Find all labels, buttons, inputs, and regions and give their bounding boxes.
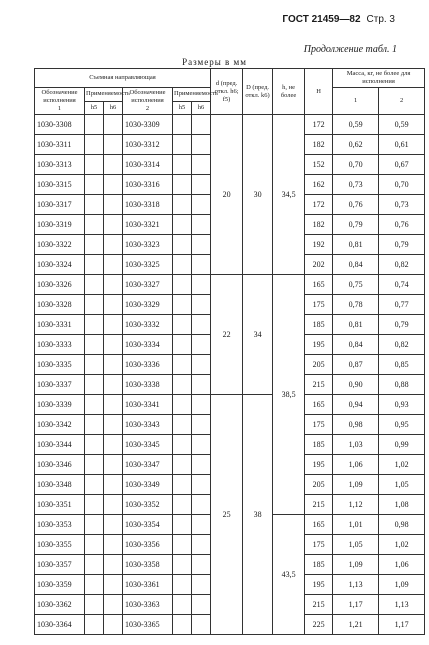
- table-body: [35, 115, 425, 635]
- applicability-h6-cell: [104, 615, 123, 635]
- table-row: [35, 395, 425, 415]
- mass-1-value: 0,73: [333, 175, 379, 195]
- H-value: 185: [305, 315, 333, 335]
- mass-2-header: 2: [379, 88, 425, 115]
- designation-2-cell: 1030-3323: [123, 235, 173, 255]
- applicability-h5-cell: [85, 535, 104, 555]
- d-value: 25: [211, 395, 243, 635]
- applicability-h5-cell-2: [173, 375, 192, 395]
- applicability-h6-cell: [104, 435, 123, 455]
- designation-1-cell: 1030-3335: [35, 355, 85, 375]
- mass-1-value: 0,84: [333, 255, 379, 275]
- designation-2-cell: 1030-3325: [123, 255, 173, 275]
- applicability-h5-cell: [85, 275, 104, 295]
- mass-2-value: 0,70: [379, 175, 425, 195]
- applicability-h6-cell-2: [192, 375, 211, 395]
- mass-1-header: 1: [333, 88, 379, 115]
- applicability-h5-cell: [85, 415, 104, 435]
- removable-guide-header: Съемная направляющая: [35, 69, 211, 88]
- designation-1-cell: 1030-3344: [35, 435, 85, 455]
- H-value: 205: [305, 475, 333, 495]
- applicability-h6-cell: [104, 535, 123, 555]
- designation-1-cell: 1030-3319: [35, 215, 85, 235]
- mass-1-value: 0,98: [333, 415, 379, 435]
- designation-1-cell: 1030-3313: [35, 155, 85, 175]
- mass-1-value: 0,76: [333, 195, 379, 215]
- applicability-h6-cell-2: [192, 115, 211, 135]
- applicability-h5-cell: [85, 295, 104, 315]
- H-value: 185: [305, 555, 333, 575]
- mass-1-value: 0,78: [333, 295, 379, 315]
- designation-2-cell: 1030-3352: [123, 495, 173, 515]
- designation-1-cell: 1030-3359: [35, 575, 85, 595]
- applicability-h6-cell: [104, 255, 123, 275]
- applicability-h6-cell-2: [192, 135, 211, 155]
- H-value: 205: [305, 355, 333, 375]
- mass-2-value: 1,17: [379, 615, 425, 635]
- applicability-h6-cell-2: [192, 595, 211, 615]
- H-value: 182: [305, 215, 333, 235]
- mass-1-value: 0,81: [333, 315, 379, 335]
- designation-2-cell: 1030-3327: [123, 275, 173, 295]
- mass-1-value: 0,70: [333, 155, 379, 175]
- applicability-h5-cell-2: [173, 455, 192, 475]
- applicability-h5-cell-2: [173, 275, 192, 295]
- h-value: 34,5: [273, 115, 305, 275]
- mass-1-value: 0,81: [333, 235, 379, 255]
- applicability-h5-cell: [85, 195, 104, 215]
- designation-1-cell: 1030-3351: [35, 495, 85, 515]
- mass-2-value: 0,74: [379, 275, 425, 295]
- applicability-h5-cell-2: [173, 355, 192, 375]
- applicability-h5-cell-2: [173, 135, 192, 155]
- designation-2-cell: 1030-3329: [123, 295, 173, 315]
- applicability-h6-cell: [104, 575, 123, 595]
- mass-2-value: 0,98: [379, 515, 425, 535]
- designation-2-cell: 1030-3345: [123, 435, 173, 455]
- applicability-h6-cell: [104, 275, 123, 295]
- applicability-h6-cell-2: [192, 295, 211, 315]
- applicability-h5-cell-2: [173, 415, 192, 435]
- mass-2-value: 0,61: [379, 135, 425, 155]
- H-value: 165: [305, 395, 333, 415]
- designation-1-cell: 1030-3353: [35, 515, 85, 535]
- applicability-h5-cell-2: [173, 595, 192, 615]
- designation-1-cell: 1030-3346: [35, 455, 85, 475]
- mass-2-value: 1,13: [379, 595, 425, 615]
- table-continuation: Продолжение табл. 1: [303, 44, 397, 55]
- mass-2-value: 0,88: [379, 375, 425, 395]
- applicability-h5-cell: [85, 615, 104, 635]
- applicability-h6-cell-2: [192, 395, 211, 415]
- applicability-h5-cell-2: [173, 495, 192, 515]
- applicability-h5-cell-2: [173, 295, 192, 315]
- mass-2-value: 0,67: [379, 155, 425, 175]
- applicability-h5-cell-2: [173, 175, 192, 195]
- applicability-h5-cell-2: [173, 315, 192, 335]
- designation-1-cell: 1030-3337: [35, 375, 85, 395]
- d-value: 22: [211, 275, 243, 395]
- H-value: 172: [305, 115, 333, 135]
- applicability-h6-cell: [104, 595, 123, 615]
- designation-1-cell: 1030-3362: [35, 595, 85, 615]
- applicability-h5-cell: [85, 215, 104, 235]
- mass-1-value: 1,01: [333, 515, 379, 535]
- mass-1-value: 1,03: [333, 435, 379, 455]
- applicability-h6-cell-2: [192, 475, 211, 495]
- applicability-h6-cell: [104, 415, 123, 435]
- applicability-h6-cell-2: [192, 215, 211, 235]
- designation-2-cell: 1030-3354: [123, 515, 173, 535]
- D-value: 34: [243, 275, 273, 395]
- H-value: 195: [305, 335, 333, 355]
- applicability-h5-cell: [85, 335, 104, 355]
- h6-header-2: h6: [192, 101, 211, 115]
- H-value: 165: [305, 275, 333, 295]
- applicability-h6-cell-2: [192, 495, 211, 515]
- designation-1-cell: 1030-3322: [35, 235, 85, 255]
- applicability-h5-cell: [85, 395, 104, 415]
- applicability-h5-cell: [85, 475, 104, 495]
- designation-2-cell: 1030-3343: [123, 415, 173, 435]
- mass-2-value: 0,82: [379, 255, 425, 275]
- H-value: 175: [305, 415, 333, 435]
- mass-1-value: 1,13: [333, 575, 379, 595]
- mass-2-value: 0,85: [379, 355, 425, 375]
- table-title: Размеры в мм: [182, 57, 247, 67]
- applicability-h5-cell-2: [173, 395, 192, 415]
- D-value: 38: [243, 395, 273, 635]
- mass-1-value: 0,59: [333, 115, 379, 135]
- mass-2-value: 1,05: [379, 475, 425, 495]
- mass-1-value: 1,06: [333, 455, 379, 475]
- designation-1-cell: 1030-3317: [35, 195, 85, 215]
- applicability-h5-cell: [85, 315, 104, 335]
- H-value: 162: [305, 175, 333, 195]
- applicability-h5-cell: [85, 155, 104, 175]
- applicability-h6-cell-2: [192, 235, 211, 255]
- D-value: 30: [243, 115, 273, 275]
- designation-1-cell: 1030-3311: [35, 135, 85, 155]
- mass-1-value: 0,79: [333, 215, 379, 235]
- H-value: 185: [305, 435, 333, 455]
- D-header: D (пред. откл. k6): [243, 69, 273, 115]
- designation-1-cell: 1030-3324: [35, 255, 85, 275]
- mass-header: Масса, кг, не более для исполнения: [333, 69, 425, 88]
- applicability-h5-cell-2: [173, 195, 192, 215]
- standard-number: ГОСТ 21459—82: [282, 14, 361, 25]
- applicability-h6-cell: [104, 355, 123, 375]
- applicability-h5-cell: [85, 555, 104, 575]
- designation-2-cell: 1030-3316: [123, 175, 173, 195]
- applicability-h6-cell: [104, 135, 123, 155]
- designation-1-cell: 1030-3342: [35, 415, 85, 435]
- mass-2-value: 0,79: [379, 315, 425, 335]
- applicability-h5-cell-2: [173, 235, 192, 255]
- applicability-h6-cell-2: [192, 155, 211, 175]
- H-value: 175: [305, 295, 333, 315]
- applicability-h6-cell: [104, 315, 123, 335]
- designation-2-cell: 1030-3314: [123, 155, 173, 175]
- applicability-h6-cell-2: [192, 535, 211, 555]
- applicability-2-header: Применяемость: [173, 88, 211, 102]
- mass-2-value: 0,59: [379, 115, 425, 135]
- H-value: 172: [305, 195, 333, 215]
- applicability-h5-cell-2: [173, 475, 192, 495]
- applicability-h6-cell: [104, 215, 123, 235]
- applicability-h6-cell-2: [192, 515, 211, 535]
- applicability-h6-cell: [104, 395, 123, 415]
- designation-1-cell: 1030-3357: [35, 555, 85, 575]
- H-value: 165: [305, 515, 333, 535]
- applicability-h6-cell-2: [192, 435, 211, 455]
- applicability-h5-cell-2: [173, 255, 192, 275]
- designation-2-cell: 1030-3332: [123, 315, 173, 335]
- dimensions-table: [34, 68, 425, 635]
- H-value: 192: [305, 235, 333, 255]
- mass-2-value: 0,79: [379, 235, 425, 255]
- applicability-h6-cell: [104, 495, 123, 515]
- mass-2-value: 0,95: [379, 415, 425, 435]
- mass-2-value: 1,08: [379, 495, 425, 515]
- d-value: 20: [211, 115, 243, 275]
- applicability-h5-cell: [85, 115, 104, 135]
- mass-1-value: 0,87: [333, 355, 379, 375]
- designation-2-cell: 1030-3336: [123, 355, 173, 375]
- designation-2-cell: 1030-3347: [123, 455, 173, 475]
- H-value: 182: [305, 135, 333, 155]
- applicability-h5-cell: [85, 375, 104, 395]
- h5-header: h5: [85, 101, 104, 115]
- designation-2-header: Обозначение исполнения 2: [123, 88, 173, 115]
- mass-2-value: 0,76: [379, 215, 425, 235]
- applicability-h6-cell: [104, 295, 123, 315]
- mass-2-value: 1,02: [379, 535, 425, 555]
- H-value: 215: [305, 595, 333, 615]
- H-header: H: [305, 69, 333, 115]
- applicability-h5-cell: [85, 595, 104, 615]
- designation-1-cell: 1030-3355: [35, 535, 85, 555]
- designation-1-cell: 1030-3328: [35, 295, 85, 315]
- mass-2-value: 1,06: [379, 555, 425, 575]
- applicability-h6-cell: [104, 455, 123, 475]
- applicability-h5-cell: [85, 435, 104, 455]
- applicability-h6-cell-2: [192, 315, 211, 335]
- mass-2-value: 0,77: [379, 295, 425, 315]
- applicability-h5-cell-2: [173, 555, 192, 575]
- applicability-h6-cell-2: [192, 255, 211, 275]
- mass-2-value: 1,09: [379, 575, 425, 595]
- designation-2-cell: 1030-3321: [123, 215, 173, 235]
- applicability-h5-cell: [85, 175, 104, 195]
- H-value: 215: [305, 495, 333, 515]
- applicability-h5-cell: [85, 235, 104, 255]
- mass-2-value: 1,02: [379, 455, 425, 475]
- designation-1-cell: 1030-3315: [35, 175, 85, 195]
- mass-1-value: 1,09: [333, 475, 379, 495]
- H-value: 152: [305, 155, 333, 175]
- mass-2-value: 0,73: [379, 195, 425, 215]
- designation-1-cell: 1030-3333: [35, 335, 85, 355]
- H-value: 195: [305, 575, 333, 595]
- applicability-h6-cell: [104, 555, 123, 575]
- mass-2-value: 0,82: [379, 335, 425, 355]
- designation-1-cell: 1030-3326: [35, 275, 85, 295]
- applicability-h6-cell: [104, 195, 123, 215]
- applicability-h5-cell: [85, 495, 104, 515]
- applicability-h6-cell: [104, 235, 123, 255]
- designation-2-cell: 1030-3341: [123, 395, 173, 415]
- designation-1-cell: 1030-3331: [35, 315, 85, 335]
- applicability-h6-cell: [104, 475, 123, 495]
- d-header: d (пред. откл. h6; f5): [211, 69, 243, 115]
- applicability-h6-cell: [104, 155, 123, 175]
- h5-header-2: h5: [173, 101, 192, 115]
- h-header: h, не более: [273, 69, 305, 115]
- applicability-h5-cell-2: [173, 215, 192, 235]
- page-number: Стр. 3: [366, 14, 395, 25]
- applicability-1-header: Применяемость: [85, 88, 123, 102]
- mass-2-value: 0,99: [379, 435, 425, 455]
- designation-1-cell: 1030-3364: [35, 615, 85, 635]
- mass-1-value: 0,90: [333, 375, 379, 395]
- applicability-h6-cell-2: [192, 455, 211, 475]
- mass-1-value: 0,62: [333, 135, 379, 155]
- designation-1-cell: 1030-3339: [35, 395, 85, 415]
- h-value: 38,5: [273, 275, 305, 515]
- applicability-h5-cell-2: [173, 515, 192, 535]
- applicability-h6-cell-2: [192, 275, 211, 295]
- applicability-h6-cell-2: [192, 575, 211, 595]
- designation-2-cell: 1030-3361: [123, 575, 173, 595]
- designation-1-cell: 1030-3348: [35, 475, 85, 495]
- applicability-h5-cell-2: [173, 335, 192, 355]
- applicability-h6-cell: [104, 375, 123, 395]
- page-header: [282, 14, 395, 25]
- h6-header: h6: [104, 101, 123, 115]
- designation-2-cell: 1030-3338: [123, 375, 173, 395]
- mass-1-value: 0,94: [333, 395, 379, 415]
- mass-1-value: 1,21: [333, 615, 379, 635]
- applicability-h5-cell-2: [173, 115, 192, 135]
- mass-1-value: 0,84: [333, 335, 379, 355]
- mass-1-value: 1,12: [333, 495, 379, 515]
- designation-2-cell: 1030-3349: [123, 475, 173, 495]
- applicability-h5-cell-2: [173, 535, 192, 555]
- applicability-h5-cell: [85, 255, 104, 275]
- designation-1-header: Обозначение исполнения 1: [35, 88, 85, 115]
- applicability-h5-cell: [85, 135, 104, 155]
- H-value: 202: [305, 255, 333, 275]
- mass-2-value: 0,93: [379, 395, 425, 415]
- applicability-h6-cell-2: [192, 355, 211, 375]
- applicability-h6-cell-2: [192, 615, 211, 635]
- applicability-h6-cell: [104, 335, 123, 355]
- designation-2-cell: 1030-3358: [123, 555, 173, 575]
- mass-1-value: 0,75: [333, 275, 379, 295]
- designation-2-cell: 1030-3318: [123, 195, 173, 215]
- H-value: 175: [305, 535, 333, 555]
- designation-2-cell: 1030-3363: [123, 595, 173, 615]
- applicability-h6-cell: [104, 175, 123, 195]
- table-row: [35, 275, 425, 295]
- designation-2-cell: 1030-3334: [123, 335, 173, 355]
- applicability-h5-cell: [85, 575, 104, 595]
- designation-2-cell: 1030-3356: [123, 535, 173, 555]
- h-value: 43,5: [273, 515, 305, 635]
- applicability-h6-cell-2: [192, 175, 211, 195]
- applicability-h6-cell-2: [192, 195, 211, 215]
- H-value: 215: [305, 375, 333, 395]
- designation-2-cell: 1030-3365: [123, 615, 173, 635]
- designation-2-cell: 1030-3312: [123, 135, 173, 155]
- applicability-h5-cell: [85, 455, 104, 475]
- applicability-h5-cell-2: [173, 615, 192, 635]
- applicability-h5-cell-2: [173, 435, 192, 455]
- H-value: 195: [305, 455, 333, 475]
- mass-1-value: 1,09: [333, 555, 379, 575]
- designation-2-cell: 1030-3309: [123, 115, 173, 135]
- mass-1-value: 1,05: [333, 535, 379, 555]
- mass-1-value: 1,17: [333, 595, 379, 615]
- H-value: 225: [305, 615, 333, 635]
- applicability-h5-cell-2: [173, 575, 192, 595]
- applicability-h5-cell: [85, 515, 104, 535]
- applicability-h6-cell: [104, 115, 123, 135]
- applicability-h6-cell-2: [192, 335, 211, 355]
- applicability-h6-cell-2: [192, 415, 211, 435]
- designation-1-cell: 1030-3308: [35, 115, 85, 135]
- applicability-h6-cell: [104, 515, 123, 535]
- table-row: [35, 115, 425, 135]
- applicability-h5-cell-2: [173, 155, 192, 175]
- applicability-h6-cell-2: [192, 555, 211, 575]
- applicability-h5-cell: [85, 355, 104, 375]
